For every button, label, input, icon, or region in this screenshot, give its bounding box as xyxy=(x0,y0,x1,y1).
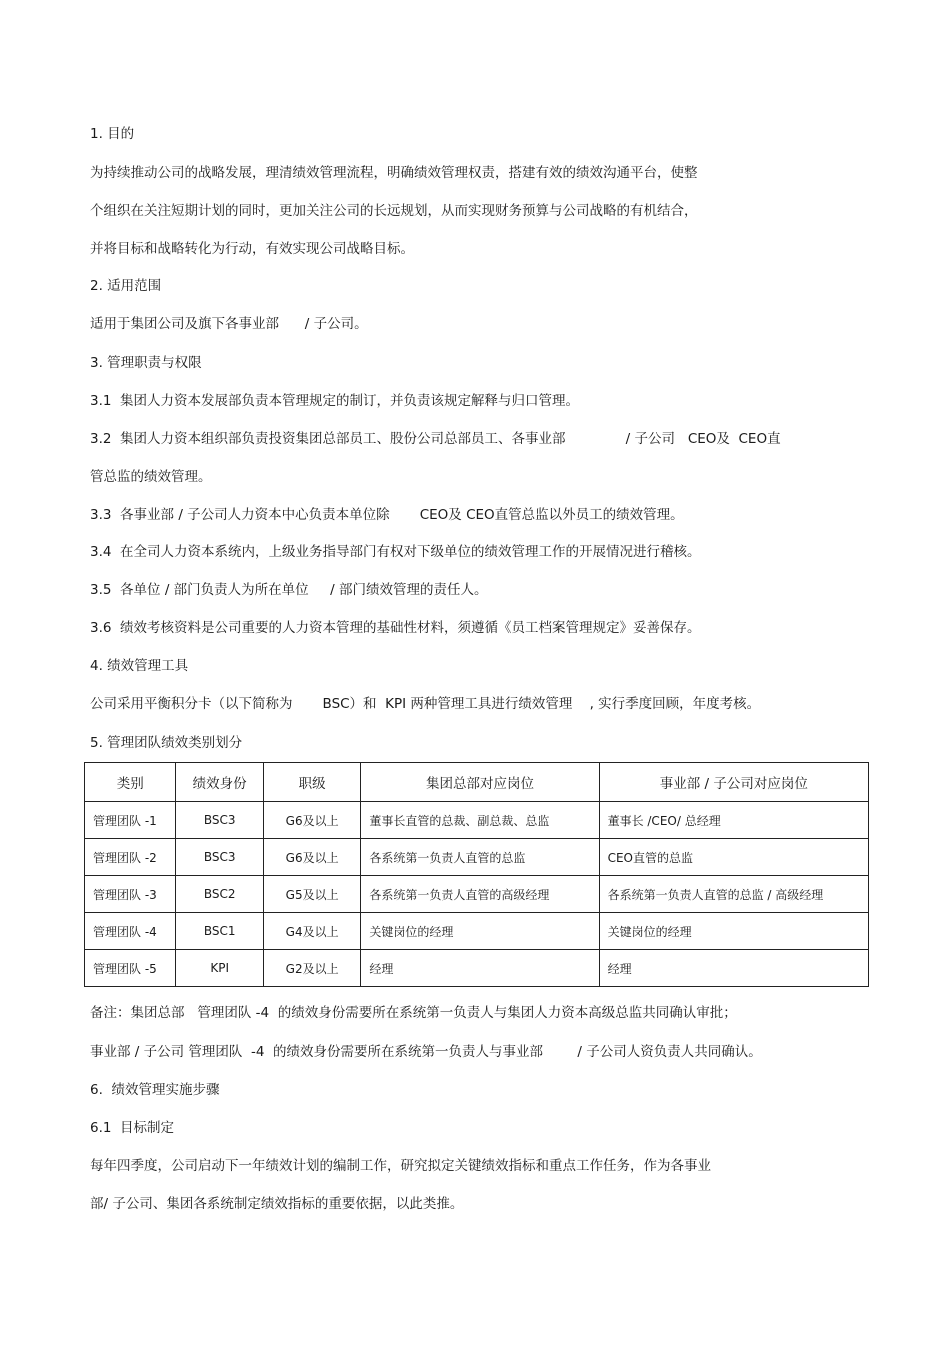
paragraph-line: 并将目标和战略转化为行动，有效实现公司战略目标。 xyxy=(90,241,414,257)
cell-bu-position: 关键岗位的经理 xyxy=(599,913,868,950)
cell-identity: BSC1 xyxy=(176,913,263,950)
paragraph-line: 为持续推动公司的战略发展，理清绩效管理流程，明确绩效管理权责，搭建有效的绩效沟通平台，使整 xyxy=(90,165,698,181)
cell-bu-position: 经理 xyxy=(599,950,868,987)
cell-identity: BSC3 xyxy=(176,802,263,839)
paragraph-line: 3.3 各事业部 / 子公司人力资本中心负责本单位除 CEO及 CEO直管总监以外员工的绩效管理。 xyxy=(90,507,684,523)
cell-level: G6及以上 xyxy=(263,802,360,839)
cell-bu-position: 各系统第一负责人直管的总监 / 高级经理 xyxy=(599,876,868,913)
table-row xyxy=(85,839,869,876)
paragraph-line: 适用于集团公司及旗下各事业部 / 子公司。 xyxy=(90,316,368,332)
cell-hq-position: 各系统第一负责人直管的总监 xyxy=(361,839,599,876)
cell-bu-position: CEO直管的总监 xyxy=(599,839,868,876)
header-performance-identity: 绩效身份 xyxy=(176,763,263,802)
header-bu-position: 事业部 / 子公司对应岗位 xyxy=(599,763,868,802)
cell-level: G2及以上 xyxy=(263,950,360,987)
section-heading: 4. 绩效管理工具 xyxy=(90,658,189,674)
cell-category: 管理团队 -3 xyxy=(85,876,176,913)
cell-bu-position: 董事长 /CEO/ 总经理 xyxy=(599,802,868,839)
paragraph-line: 管总监的绩效管理。 xyxy=(90,469,212,485)
section-heading: 6. 绩效管理实施步骤 xyxy=(90,1082,220,1098)
paragraph-line: 3.4 在全司人力资本系统内，上级业务指导部门有权对下级单位的绩效管理工作的开展情况进行稽核。 xyxy=(90,544,701,560)
table-row xyxy=(85,876,869,913)
paragraph-line: 3.5 各单位 / 部门负责人为所在单位 / 部门绩效管理的责任人。 xyxy=(90,582,488,598)
paragraph-line: 3.1 集团人力资本发展部负责本管理规定的制订，并负责该规定解释与归口管理。 xyxy=(90,393,580,409)
header-group-hq-position: 集团总部对应岗位 xyxy=(361,763,599,802)
table-row xyxy=(85,802,869,839)
header-job-level: 职级 xyxy=(263,763,360,802)
cell-level: G4及以上 xyxy=(263,913,360,950)
cell-category: 管理团队 -5 xyxy=(85,950,176,987)
section-heading: 1. 目的 xyxy=(90,126,135,142)
paragraph-line: 3.6 绩效考核资料是公司重要的人力资本管理的基础性材料，须遵循《员工档案管理规定》妥善保存。 xyxy=(90,620,701,636)
paragraph-line: 备注：集团总部 管理团队 -4 的绩效身份需要所在系统第一负责人与集团人力资本高级总监共同确认审批； xyxy=(90,1005,737,1021)
cell-hq-position: 关键岗位的经理 xyxy=(361,913,599,950)
cell-hq-position: 经理 xyxy=(361,950,599,987)
table-header-row xyxy=(85,763,869,802)
header-category: 类别 xyxy=(85,763,176,802)
cell-level: G5及以上 xyxy=(263,876,360,913)
performance-category-table xyxy=(84,762,869,987)
cell-identity: BSC2 xyxy=(176,876,263,913)
section-heading: 2. 适用范围 xyxy=(90,278,162,294)
paragraph-line: 每年四季度，公司启动下一年绩效计划的编制工作，研究拟定关键绩效指标和重点工作任务，作为各事业 xyxy=(90,1158,711,1174)
cell-hq-position: 董事长直管的总裁、副总裁、总监 xyxy=(361,802,599,839)
table-row xyxy=(85,913,869,950)
section-heading: 3. 管理职责与权限 xyxy=(90,355,202,371)
paragraph-line: 部/ 子公司、集团各系统制定绩效指标的重要依据，以此类推。 xyxy=(90,1196,464,1212)
paragraph-line: 个组织在关注短期计划的同时，更加关注公司的长远规划，从而实现财务预算与公司战略的有机结合， xyxy=(90,203,698,219)
cell-identity: KPI xyxy=(176,950,263,987)
cell-level: G6及以上 xyxy=(263,839,360,876)
cell-category: 管理团队 -4 xyxy=(85,913,176,950)
cell-hq-position: 各系统第一负责人直管的高级经理 xyxy=(361,876,599,913)
paragraph-line: 3.2 集团人力资本组织部负责投资集团总部员工、股份公司总部员工、各事业部 / 子公司 CEO及 CEO直 xyxy=(90,431,781,447)
cell-category: 管理团队 -2 xyxy=(85,839,176,876)
table-row xyxy=(85,950,869,987)
cell-identity: BSC3 xyxy=(176,839,263,876)
paragraph-line: 公司采用平衡积分卡（以下简称为 BSC）和 KPI 两种管理工具进行绩效管理 , 实行季度回顾，年度考核。 xyxy=(90,696,761,712)
cell-category: 管理团队 -1 xyxy=(85,802,176,839)
section-heading: 5. 管理团队绩效类别划分 xyxy=(90,735,243,751)
paragraph-line: 事业部 / 子公司 管理团队 -4 的绩效身份需要所在系统第一负责人与事业部 / 子公司人资负责人共同确认。 xyxy=(90,1044,762,1060)
section-heading: 6.1 目标制定 xyxy=(90,1120,175,1136)
